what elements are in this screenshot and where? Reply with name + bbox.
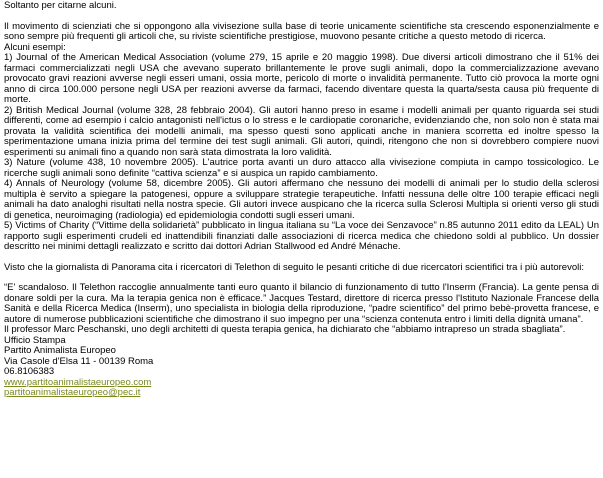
signature-organization: Partito Animalista Europeo xyxy=(4,345,116,356)
signature-address: Via Casole d'Elsa 11 - 00139 Roma xyxy=(4,355,154,367)
example-item-bmj: 2) British Medical Journal (volume 328, 28 febbraio 2004). Gli autori hanno preso in esame i modelli animali per quanto riguarda sei studi differenti, come ad esempio i calcio antagonisti nell'ictus o lo stress e le cardiopatie coronariche, evidenziando che, non solo non è stata mai provata la validità scientifica dei modelli animali, ma spesso questi sono applicati anche in maniera scorretta ed inoltre spesso la sperimentazione umana inizia prima del termine dei test sugli animali. Gli autori, quindi, ritengono che non si dovrebbero compiere nuovi esperimenti su animali fino a quando non sarà stata dimostrata la loro validità. xyxy=(4,104,599,158)
spacer xyxy=(4,12,599,22)
spacer xyxy=(4,253,599,263)
intro-line: Soltanto per citarne alcuni. xyxy=(4,0,117,11)
example-item-nature: 3) Nature (volume 438, 10 novembre 2005). L'autrice porta avanti un duro attacco alla vivisezione compiuta in campo tossicologico. Le ricerche sugli animali sono definite “cattiva scienza” e si auspica un rapido cambiamento. xyxy=(4,157,599,179)
quote-paragraph: “E' scandaloso. Il Telethon raccoglie annualmente tanti euro quanto il bilancio di funzionamento di tutto l'Inserm (Francia). La gente pensa di donare soldi per la cura. Ma la terapia genica non è efficace.” Jacques Testard, direttore di ricerca presso l'Istituto Nazionale Francese della Sanità e della Ricerca Medica (Inserm), uno specialista in biologia della riproduzione, “padre scientifico” del primo bebè-provetta francese, e autore di numerose pubblicazioni scientifiche che dimostrano il suo impegno per una “scienza contenuta entro i limiti della dignità umana”. Il professor Marc Peschanski, uno degli architetti di questa terapia genica, ha dichiarato che “abbiamo intrapreso un strada sbagliata”. xyxy=(4,282,599,335)
examples-heading: Alcuni esempi: xyxy=(4,41,66,53)
website-link[interactable]: www.partitoanimalistaeuropeo.com xyxy=(4,376,152,388)
example-item-victims-of-charity: 5) Victims of Charity (“Vittime della solidarietà” pubblicato in lingua italiana su “La voce dei Senzavoce” n.85 autunno 2011 edito da LEAL) Un rapporto sugli esperimenti crudeli ed inattendibili finanziati dalle associazioni di ricerca medica che chiedono soldi al pubblico. Un dossier descritto nei minimi dettagli realizzato e scritto dai dottori Adrian Stallwood ed André Ménache. xyxy=(4,220,599,252)
example-item-annals-neurology: 4) Annals of Neurology (volume 58, dicembre 2005). Gli autori affermano che nessuno dei modelli di animali per lo studio della sclerosi multipla è servito a spiegare la patogenesi, oppure a sviluppare strategie terapeutiche. Infatti nessuna delle oltre 100 terapie efficaci negli animali ha dato analoghi risultati nella nostra specie. Gli autori invece auspicano che la ricerca sulla Sclerosi Multipla si orienti verso gli studi di genetica, neuroimaging (radiologia) ed epidemiologia condotti sugli esseri umani. xyxy=(4,178,599,221)
movement-paragraph: Il movimento di scienziati che si oppongono alla vivisezione sulla base di teorie unicamente scientifiche sta crescendo esponenzialmente e sono sempre più frequenti gli articoli che, su riviste scientifiche prestigiose, muovono pesante critiche a questo metodo di ricerca. xyxy=(4,20,599,42)
email-link[interactable]: partitoanimalistaeuropeo@pec.it xyxy=(4,387,141,398)
example-item-jama: 1) Journal of the American Medical Association (volume 279, 15 aprile e 20 maggio 1998). Due diversi articoli dimostrano che il 51% dei farmaci commercializzati negli USA che avevano superato brillantemente le prove sugli animali, dopo la commercializzazione avevano provocato gravi reazioni avverse negli esseri umani, ossia morte, pericolo di morte o invalidità permanente. Tutto ciò provoca la morte ogni anno di circa 100.000 persone negli USA per reazioni avverse da farmaci, facendo diventare questa la quarta/sesta causa più frequente di morte. xyxy=(4,52,599,105)
signature-office: Ufficio Stampa xyxy=(4,334,66,346)
signature-phone: 06.8106383 xyxy=(4,366,55,377)
panorama-paragraph: Visto che la giornalista di Panorama cita i ricercatori di Telethon di seguito le pesanti critiche di due ricercatori scientifici tra i più autorevoli: xyxy=(4,261,584,273)
